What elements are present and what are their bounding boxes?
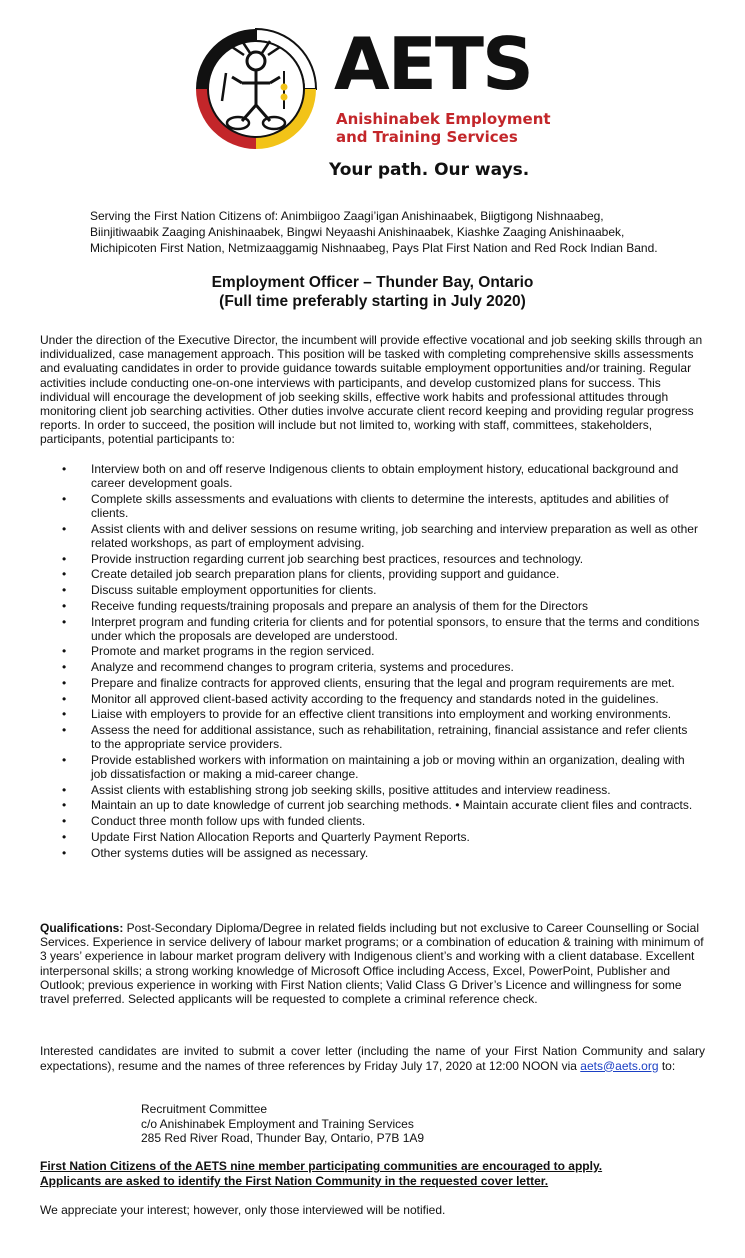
address-line-1: Recruitment Committee bbox=[141, 1102, 268, 1116]
bullet-dot: • bbox=[62, 583, 67, 598]
bullet-dot: • bbox=[62, 567, 67, 582]
bullet-dot: • bbox=[62, 644, 67, 659]
aets-logo bbox=[192, 22, 552, 182]
serving-line-1: Serving the First Nation Citizens of: Animbiigoo Zaagi’igan Anishinaabek, Biigtigong Nishnaabeg, bbox=[90, 209, 604, 223]
list-item: • Interview both on and off reserve Indigenous clients to obtain employment history, educational background and career development goals. bbox=[62, 462, 679, 491]
serving-communities bbox=[90, 208, 700, 256]
bullet-dot: • bbox=[62, 752, 67, 767]
list-item: • Assess the need for additional assistance, such as rehabilitation, retraining, financial assistance and refer clients to the appropriate service providers. bbox=[62, 722, 688, 752]
qualifications-label: Qualifications: bbox=[40, 921, 124, 935]
job-title-line-2: (Full time preferably starting in July 2020) bbox=[219, 293, 526, 310]
bullet-dot: • bbox=[62, 491, 67, 506]
bullet-dot: • bbox=[62, 707, 67, 722]
bullet-dot: • bbox=[62, 814, 67, 829]
list-item: • Assist clients with and deliver sessions on resume writing, job searching and interview preparation as well as other related workshops, as part of employment advising. bbox=[62, 521, 698, 551]
community-notice bbox=[40, 1159, 705, 1188]
qualifications-text: Post-Secondary Diploma/Degree in related fields including but not exclusive to Career Counselling or Social Services. Experience in service delivery of labour market programs; or a combination of education & training with minimum of 3 years’ experience in labour market program delivery with Indigenous client’s and working with a client database. Excellent interpersonal skills; a strong working knowledge of Microsoft Office including Access, Excel, PowerPoint, Publisher and Outlook; previous experience in working with First Nation clients; Valid Class G Driver’s Licence and willingness for some travel preferred. Selected applicants will be requested to complete a criminal reference check. bbox=[40, 921, 704, 1007]
brand-name: AETS bbox=[334, 22, 532, 106]
email-link[interactable]: aets@aets.org bbox=[580, 1058, 659, 1073]
bullet-dot: • bbox=[62, 614, 67, 629]
serving-line-2: Biinjitiwaabik Zaaging Anishinaabek, Bingwi Neyaashi Anishinaabek, Kiashke Zaaging Anishinaabek, bbox=[90, 225, 625, 239]
list-item: • Conduct three month follow ups with funded clients. bbox=[62, 814, 366, 829]
bullet-dot: • bbox=[62, 551, 67, 566]
list-item: • Liaise with employers to provide for an effective client transitions into employment and working environments. bbox=[62, 707, 672, 722]
list-item: • Discuss suitable employment opportunities for clients. bbox=[62, 583, 377, 598]
list-item: • Analyze and recommend changes to program criteria, systems and procedures. bbox=[62, 660, 514, 675]
qualifications-paragraph bbox=[40, 921, 705, 1006]
list-item: • Provide instruction regarding current job searching best practices, resources and technology. bbox=[62, 551, 584, 566]
bullet-dot: • bbox=[62, 782, 67, 797]
medicine-wheel-emblem-icon bbox=[192, 25, 320, 153]
job-title bbox=[0, 273, 745, 311]
list-item: • Create detailed job search preparation plans for clients, providing support and guidance. bbox=[62, 567, 560, 582]
list-item: • Monitor all approved client-based activity according to the frequency and standards noted in the guidelines. bbox=[62, 691, 659, 706]
brand-line-1: Anishinabek Employment bbox=[336, 110, 551, 128]
notice-line-2: Applicants are asked to identify the First Nation Community in the requested cover letter. bbox=[40, 1173, 549, 1188]
brand-line-2: and Training Services bbox=[336, 128, 518, 146]
bullet-dot: • bbox=[62, 722, 67, 737]
list-item: • Maintain an up to date knowledge of current job searching methods. • Maintain accurate client files and contracts. bbox=[62, 798, 693, 813]
address-line-2: c/o Anishinabek Employment and Training Services bbox=[141, 1116, 414, 1131]
bullet-dot: • bbox=[62, 845, 67, 860]
application-instructions bbox=[40, 1044, 705, 1073]
serving-line-3: Michipicoten First Nation, Netmizaaggamig Nishnaabeg, Pays Plat First Nation and Red Rock Indian Band. bbox=[90, 241, 658, 255]
apply-suffix: to: bbox=[658, 1058, 676, 1073]
address-line-3: 285 Red River Road, Thunder Bay, Ontario, P7B 1A9 bbox=[141, 1131, 425, 1146]
bullet-dot: • bbox=[62, 829, 67, 844]
mailing-address bbox=[141, 1102, 424, 1146]
bullet-dot: • bbox=[62, 660, 67, 675]
list-item: • Receive funding requests/training proposals and prepare an analysis of them for the Directors bbox=[62, 598, 588, 613]
list-item: • Update First Nation Allocation Reports and Quarterly Payment Reports. bbox=[62, 829, 470, 844]
bullet-dot: • bbox=[62, 462, 67, 476]
apply-text: Interested candidates are invited to submit a cover letter (including the name of your First Nation Community and salary expectations), resume and the names of three references by Friday July 17, 2020 at 12:00 NOON via bbox=[40, 1044, 705, 1073]
list-item: • Provide established workers with information on maintaining a job or moving within an organization, dealing with job dissatisfaction or making a mid-career change. bbox=[62, 752, 685, 782]
list-item: • Complete skills assessments and evaluations with clients to determine the interests, aptitudes and abilities of clients. bbox=[62, 491, 669, 521]
bullet-dot: • bbox=[62, 521, 67, 536]
duties-list bbox=[60, 462, 700, 861]
list-item: • Prepare and finalize contracts for approved clients, ensuring that the legal and program requirements are met. bbox=[62, 675, 675, 690]
list-item: • Other systems duties will be assigned as necessary. bbox=[62, 845, 369, 860]
bullet-dot: • bbox=[62, 598, 67, 613]
job-title-line-1: Employment Officer – Thunder Bay, Ontario bbox=[211, 274, 534, 291]
list-item: • Interpret program and funding criteria for clients and for potential sponsors, to ensure that the terms and conditions under which the proposals are developed are understood. bbox=[62, 614, 700, 643]
bullet-dot: • bbox=[62, 691, 67, 706]
list-item: • Promote and market programs in the region serviced. bbox=[62, 644, 375, 659]
tagline: Your path. Our ways. bbox=[329, 160, 530, 180]
intro-paragraph: Under the direction of the Executive Director, the incumbent will provide effective vocational and job seeking skills through an individualized, case management approach. This position will be tasked with completing comprehensive skills assessments and evaluating candidates in order to provide guidance towards suitable employment opportunities and/or training. Regular activities include conducting one-on-one interviews with participants, and develop customized plans for success. This individual will encourage the development of job seeking skills, effective work habits and professional attitudes through monitoring client job searching activities. Other duties involve accurate client record keeping and providing regular progress reports. In order to succeed, the position will include but not limited to, working with staff, committees, stakeholders, participants, potential participants to: bbox=[40, 333, 703, 447]
bullet-dot: • bbox=[62, 675, 67, 690]
notice-line-1: First Nation Citizens of the AETS nine member participating communities are encouraged to apply. bbox=[40, 1159, 603, 1173]
list-item: • Assist clients with establishing strong job seeking skills, positive attitudes and interview readiness. bbox=[62, 782, 611, 797]
bullet-dot: • bbox=[62, 798, 67, 813]
brand-full-name bbox=[336, 110, 551, 146]
closing-note: We appreciate your interest; however, only those interviewed will be notified. bbox=[40, 1203, 446, 1217]
